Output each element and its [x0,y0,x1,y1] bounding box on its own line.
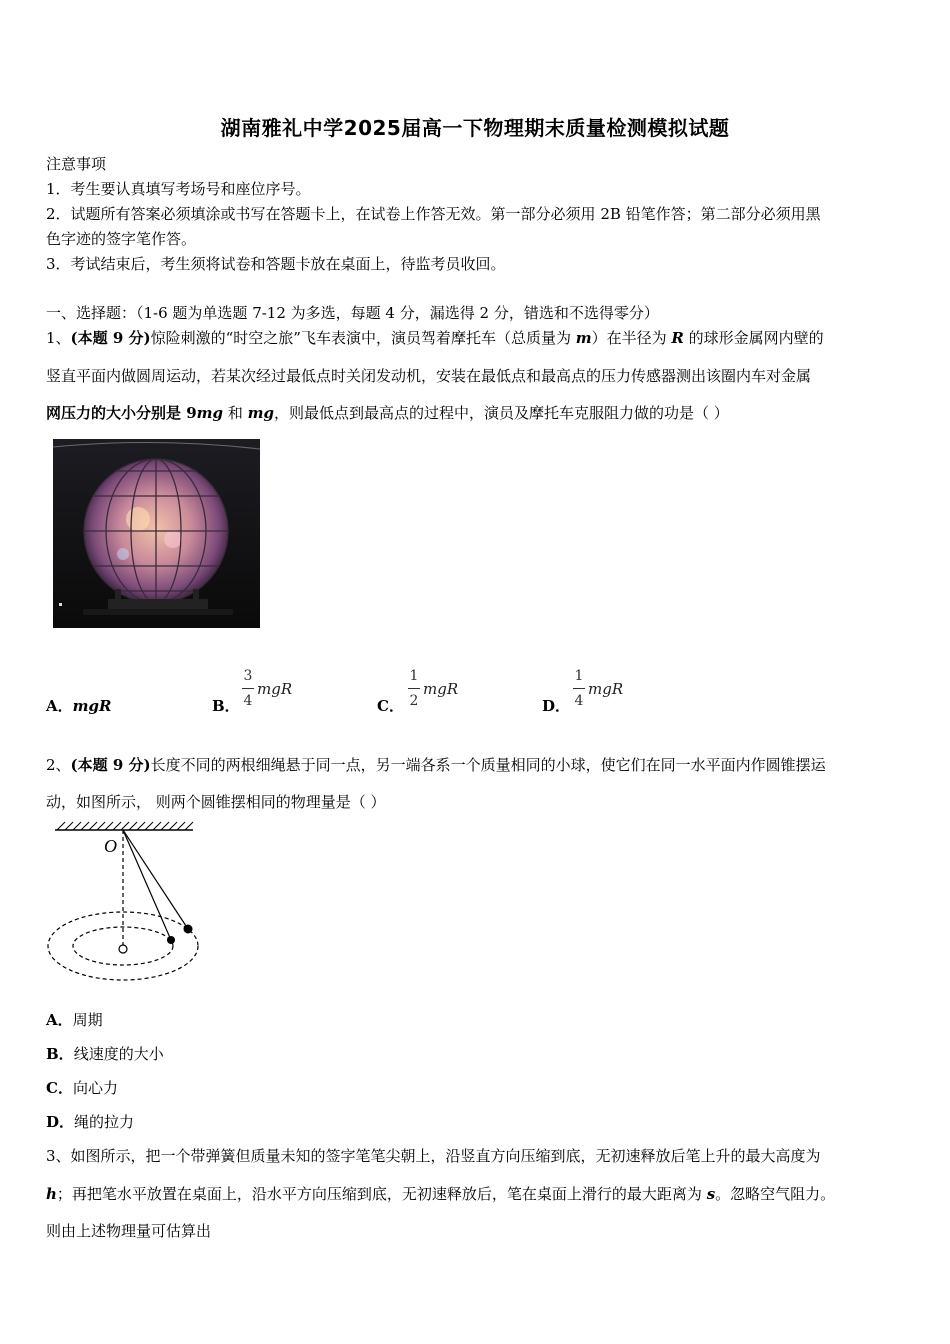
q1-option-c[interactable] [377,695,404,716]
globe-photo [53,439,260,628]
q1-option-a-label: A． [46,697,73,715]
q2-option-a-label: A． [46,1011,73,1029]
q1-option-c-denominator: 2 [409,693,419,709]
q2-option-b-text: 线速度的大小 [73,1045,164,1063]
q1-option-a[interactable] [46,695,111,716]
q1-option-a-value: mgR [72,697,112,715]
q1-text-b: ）在半径为 [591,329,672,347]
q2-option-c-text: 向心力 [72,1079,118,1097]
q1-option-d-denominator: 4 [574,693,584,709]
q2-option-d-text: 绳的拉力 [74,1113,135,1131]
q1-number: 1、 [46,329,71,347]
q1-option-d-numerator: 1 [574,668,584,684]
q2-option-d[interactable] [46,1111,134,1132]
q1-points: (本题 9 分) [70,329,151,347]
q1-var-mg-1: mg [196,404,224,422]
q3-line-3: 则由上述物理量可估算出 [46,1222,212,1240]
q1-text-c: 的球形金属网内壁的 [683,329,824,347]
q1-option-c-expr: mgR [423,680,459,698]
q2-option-a-text: 周期 [72,1011,103,1029]
pivot-label-o: O [104,836,117,856]
q3-var-h: h [46,1185,57,1203]
q2-option-c-label: C． [46,1079,73,1097]
notice-item-1: 1．考生要认真填写考场号和座位序号。 [46,180,311,198]
q2-option-b[interactable] [46,1043,164,1064]
q3-line-2 [46,1183,835,1204]
q1-option-d-fraction-bar [573,688,585,689]
q1-line-3 [46,402,729,423]
q1-option-c-label: C． [377,697,404,715]
q1-line-2: 竖直平面内做圆周运动，若某次经过最低点时关闭发动机，安装在最低点和最高点的压力传感器测出该圈内车对金属 [46,367,812,385]
q2-text-1: 长度不同的两根细绳悬于同一点，另一端各系一个质量相同的小球，使它们在同一水平面内作圆锥摆运 [150,756,826,774]
q3-text-2b: 。忽略空气阻力。 [715,1185,836,1203]
q1-option-b-numerator: 3 [243,668,253,684]
q1-line-1 [46,327,824,348]
notice-item-2: 2．试题所有答案必须填涂或书写在答题卡上，在试卷上作答无效。第一部分必须用 2B 铅笔作答；第二部分必须用黑 [46,205,821,223]
q2-option-b-label: B． [46,1045,74,1063]
q2-option-d-label: D． [46,1113,75,1131]
q2-option-c[interactable] [46,1077,118,1098]
notice-heading: 注意事项 [46,155,107,173]
q3-text-2a: ；再把笔水平放置在桌面上，沿水平方向压缩到底，无初速释放后，笔在桌面上滑行的最大距离为 [56,1185,707,1203]
q2-line-1 [46,754,826,775]
notice-item-3: 3．考试结束后，考生须将试卷和答题卡放在桌面上，待监考员收回。 [46,255,506,273]
page-title: 湖南雅礼中学2025届高一下物理期末质量检测模拟试题 [220,116,730,140]
q1-text-3a: 网压力的大小分别是 9 [46,404,197,422]
q3-var-s: s [706,1185,716,1203]
conical-pendulum-diagram [45,818,205,988]
q1-text-3c: ，则最低点到最高点的过程中，演员及摩托车克服阻力做的功是（ ） [273,404,729,422]
q1-option-d-expr: mgR [588,680,624,698]
q1-option-c-numerator: 1 [409,668,419,684]
q1-var-mg-2: mg [247,404,274,422]
q1-option-d[interactable] [542,695,570,716]
section-heading: 一、选择题：（1-6 题为单选题 7-12 为多选，每题 4 分，漏选得 2 分，错选和不选得零分） [46,304,659,322]
q1-option-b-denominator: 4 [243,693,253,709]
q1-option-c-fraction-bar [408,688,420,689]
q1-option-b[interactable] [212,695,240,716]
q3-line-1: 3、如图所示，把一个带弹簧但质量未知的签字笔笔尖朝上，沿竖直方向压缩到底，无初速释放后笔上升的最大高度为 [46,1147,821,1165]
q1-var-R: R [671,329,684,347]
q1-option-b-label: B． [212,697,240,715]
q2-line-2: 动，如图所示， 则两个圆锥摆相同的物理量是（ ） [46,793,386,811]
notice-item-2-cont: 色字迹的签字笔作答。 [46,230,197,248]
q2-points: (本题 9 分) [70,756,151,774]
q1-text-a: 惊险刺激的“时空之旅”飞车表演中，演员驾着摩托车（总质量为 [150,329,576,347]
q1-option-d-label: D． [542,697,571,715]
q2-option-a[interactable] [46,1009,103,1030]
q1-option-b-fraction-bar [242,688,254,689]
q1-var-m: m [575,329,592,347]
q1-option-b-expr: mgR [257,680,293,698]
q1-text-3b: 和 [223,404,248,422]
q2-number: 2、 [46,756,71,774]
